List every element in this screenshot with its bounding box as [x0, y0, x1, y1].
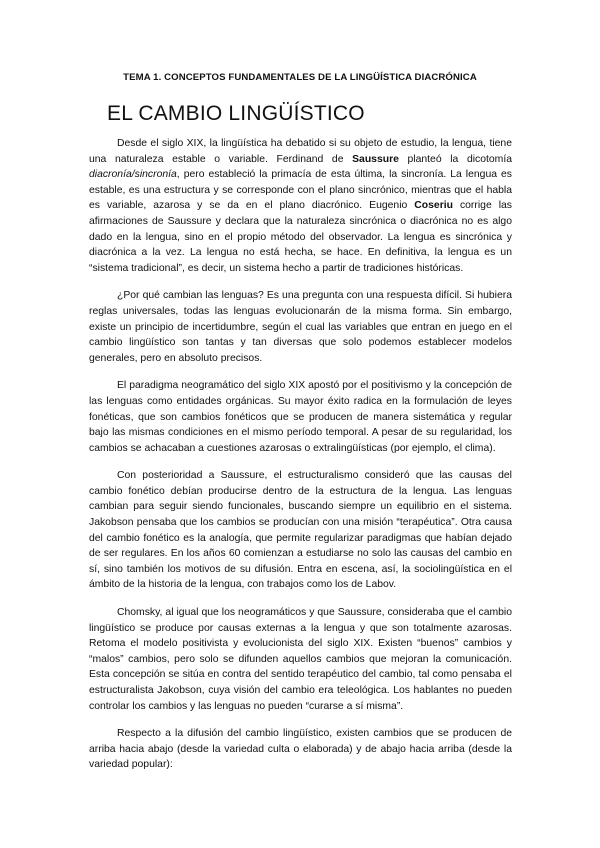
paragraph-2: ¿Por qué cambian las lenguas? Es una pregunta con una respuesta difícil. Si hubiera reglas universales, todas las lenguas evolucionarán de la misma forma. Sin embargo, existe un principio de incertidumbre, según el cual las variables que entran en juego en el cambio lingüístico son tantas y tan diversas que solo podemos establecer modelos generales, pero en absoluto precisos. — [89, 290, 512, 364]
topic-header: TEMA 1. CONCEPTOS FUNDAMENTALES DE LA LINGÜÍSTICA DIACRÓNICA — [123, 72, 477, 83]
paragraph-5: Chomsky, al igual que los neogramáticos y que Saussure, consideraba que el cambio lingüístico se produce por causas externas a la lengua y que son totalmente azarosas. Retoma el modelo positivista y evolucionista del siglo XIX. Existen “buenos” cambios y “malos” cambios, pero solo se difunden aquellos cambios que mejoran la comunicación. Esta concepción se sitúa en contra del sentido terapéutico del cambio, tal como pensaba el estructuralista Jakobson, cuya visión del cambio era teleológica. Los hablantes no pueden controlar los cambios y las lenguas no pueden “curarse a sí misma”. — [89, 607, 512, 712]
term-diacronia-sincronia: diacronía/sincronía — [89, 169, 177, 181]
paragraph-1-text-a: Desde el siglo XIX, la lingüística ha debatido si su objeto de estudio, la lengua, tiene una naturaleza estable o variable. Ferdinand de — [89, 138, 512, 165]
paragraph-4: Con posterioridad a Saussure, el estructuralismo consideró que las causas del cambio fonético debían producirse dentro de la estructura de la lengua. Las lenguas cambian para seguir siendo funcionales, buscando siempre un equilibrio en el sistema. Jakobson pensaba que los cambios se producían con una misión “terapéutica”. Otra causa del cambio fonético es la analogía, que permite regularizar paradigmas que habían dejado de ser regulares. En los años 60 comienzan a estudiarse no solo las causas del cambio en sí, sino también los motivos de su difusión. Entra en escena, así, la sociolingüística en el ámbito de la historia de la lengua, con trabajos como los de Labov. — [89, 470, 512, 591]
name-saussure: Saussure — [352, 153, 399, 165]
paragraph-1 — [89, 136, 512, 276]
paragraph-1-text-g: corrige las afirmaciones de Saussure y declara que la naturaleza sincrónica o diacrónica no es algo dado en la lengua, sino en el propio método del observador. La lengua es sincrónica y diacrónica a la vez. La lengua no está hecha, se hace. En definitiva, la lengua es un “sistema tradicional”, es decir, un sistema hecho a partir de tradiciones históricas. — [89, 200, 512, 274]
page-title: EL CAMBIO LINGÜÍSTICO — [107, 102, 365, 125]
document-body — [89, 136, 512, 773]
paragraph-6: Respecto a la difusión del cambio lingüístico, existen cambios que se producen de arriba hacia abajo (desde la variedad culta o elaborada) y de abajo hacia arriba (desde la variedad popular): — [89, 728, 512, 771]
paragraph-1-text-c: planteó la dicotomía — [398, 153, 512, 165]
name-coseriu: Coseriu — [414, 200, 453, 212]
paragraph-1-text-e: , pero estableció la primacía de esta última, la sincronía. La lengua es estable, es una estructura y se corresponde con el plano sincrónico, mientras que el habla es variable, azarosa y se da en el plano diacrónico. Eugenio — [89, 169, 512, 212]
paragraph-3: El paradigma neogramático del siglo XIX apostó por el positivismo y la concepción de las lenguas como entidades orgánicas. Su mayor éxito radica en la formulación de leyes fonéticas, que son cambios fonéticos que se producen de manera sistemática y regular bajo las mismas condiciones en el mismo período temporal. A pesar de su regularidad, los cambios se achacaban a cuestiones azarosas o extralingüísticas (por ejemplo, el clima). — [89, 380, 512, 454]
